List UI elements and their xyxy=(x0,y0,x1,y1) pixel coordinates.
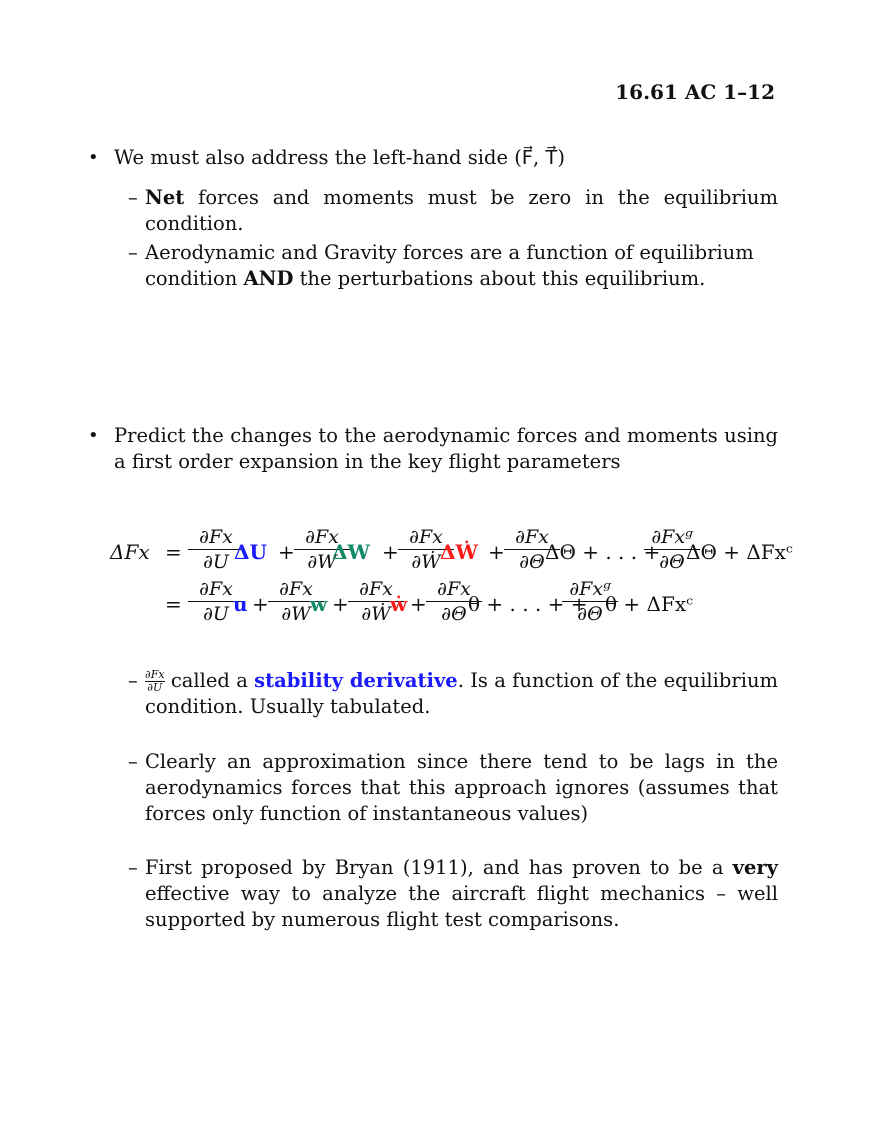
fraction-denominator: ∂W xyxy=(281,603,311,625)
u-term: u xyxy=(233,592,248,616)
bullet-text: We must also address the left-hand side (F⃗, T⃗) xyxy=(114,146,565,169)
fraction-numerator: ∂Fx xyxy=(359,578,393,600)
page-number-header: 16.61 AC 1–12 xyxy=(615,80,775,104)
sub-item-body-a: Aerodynamic and Gravity forces are a function of equilibrium condition xyxy=(145,241,754,290)
delta-theta-term: ΔΘ + . . . + xyxy=(545,540,661,564)
fraction-denominator: ∂Ẇ xyxy=(361,603,391,625)
fraction-denominator: ∂U xyxy=(147,681,163,694)
dash-marker: – xyxy=(128,186,138,209)
equals-sign: = xyxy=(165,540,182,564)
bullet-marker: • xyxy=(88,147,99,168)
bold-term: AND xyxy=(243,267,294,290)
sub-item-net-forces xyxy=(128,185,778,237)
plus-sign: + xyxy=(278,540,295,564)
dash-marker: – xyxy=(128,856,138,879)
sub-item-text: Clearly an approximation since there tend to be lags in the aerodynamics forces that this approach ignores (assumes that forces only function of instantaneous values) xyxy=(145,750,778,825)
fraction-numerator: ∂Fx xyxy=(199,578,233,600)
sub-item-text xyxy=(145,185,778,237)
delta-u-term: ΔU xyxy=(234,540,267,564)
fraction-numerator: ∂Fx xyxy=(305,526,339,548)
fraction-denominator: ∂U xyxy=(203,603,229,625)
fraction-numerator: ∂Fx xyxy=(279,578,313,600)
sub-item-body-b: the perturbations about this equilibrium. xyxy=(293,267,706,290)
dash-marker: – xyxy=(128,241,138,264)
fraction-denominator: ∂U xyxy=(203,551,229,573)
plus-sign: + xyxy=(488,540,505,564)
inline-fraction xyxy=(145,669,165,694)
sub-item-bryan xyxy=(128,855,778,933)
bold-term: very xyxy=(732,856,778,879)
sub-item-body: forces and moments must be zero in the equilibrium condition. xyxy=(145,186,778,235)
sub-item-text xyxy=(145,855,778,933)
dash-marker: – xyxy=(128,750,138,773)
fraction-denominator: ∂W xyxy=(307,551,337,573)
sub-item-aero-gravity xyxy=(128,240,778,292)
fraction-denominator: ∂Ẇ xyxy=(411,551,441,573)
equals-sign: = xyxy=(165,592,182,616)
theta-term: θ + . . . + + xyxy=(468,592,588,616)
fraction-denominator: ∂Θ xyxy=(519,551,545,573)
fraction-numerator: ∂Fx xyxy=(437,578,471,600)
fraction-numerator: ∂Fx xyxy=(515,526,549,548)
plus-sign: + xyxy=(382,540,399,564)
fraction-denominator: ∂Θ xyxy=(659,551,685,573)
bold-term: Net xyxy=(145,186,185,209)
sub-item-body-a: First proposed by Bryan (1911), and has proven to be a xyxy=(145,856,733,879)
fraction-numerator: ∂Fx xyxy=(145,668,165,681)
sub-item-body-b: . Is a function of the equilibrium condition. Usually tabulated. xyxy=(145,669,778,718)
gravity-control-term: θ + ΔFxᶜ xyxy=(605,592,694,616)
plus-sign: + xyxy=(332,592,349,616)
bullet-text: Predict the changes to the aerodynamic forces and moments using a first order expansion in the key flight parameters xyxy=(114,424,778,473)
fraction-numerator: ∂Fx xyxy=(199,526,233,548)
sub-item-approximation xyxy=(128,749,778,827)
fraction-numerator: ∂Fxᵍ xyxy=(651,526,693,548)
sub-item-body-a: called a xyxy=(164,669,255,692)
sub-item-stability-derivative xyxy=(128,668,778,720)
dash-marker: – xyxy=(128,669,138,692)
bullet-section-1 xyxy=(88,145,778,171)
wdot-term: ẇ xyxy=(390,592,408,616)
stability-derivative-term: stability derivative xyxy=(254,669,458,692)
fraction-denominator: ∂Θ xyxy=(441,603,467,625)
delta-w-term: ΔW xyxy=(332,540,370,564)
fraction-numerator: ∂Fxᵍ xyxy=(569,578,611,600)
plus-sign: + xyxy=(252,592,269,616)
sub-item-body-b: effective way to analyze the aircraft flight mechanics – well supported by numerous flight test comparisons. xyxy=(145,882,778,931)
equation-lhs: ΔFx xyxy=(110,540,150,564)
w-term: w xyxy=(310,592,328,616)
sub-item-text xyxy=(145,668,778,720)
fraction-denominator: ∂Θ xyxy=(577,603,603,625)
sub-item-text xyxy=(145,240,778,292)
gravity-control-term: ΔΘ + ΔFxᶜ xyxy=(686,540,793,564)
fraction-numerator: ∂Fx xyxy=(409,526,443,548)
bullet-marker: • xyxy=(88,425,99,446)
delta-wdot-term: ΔẆ xyxy=(440,540,478,564)
bullet-section-2 xyxy=(88,423,778,475)
plus-sign: + xyxy=(410,592,427,616)
